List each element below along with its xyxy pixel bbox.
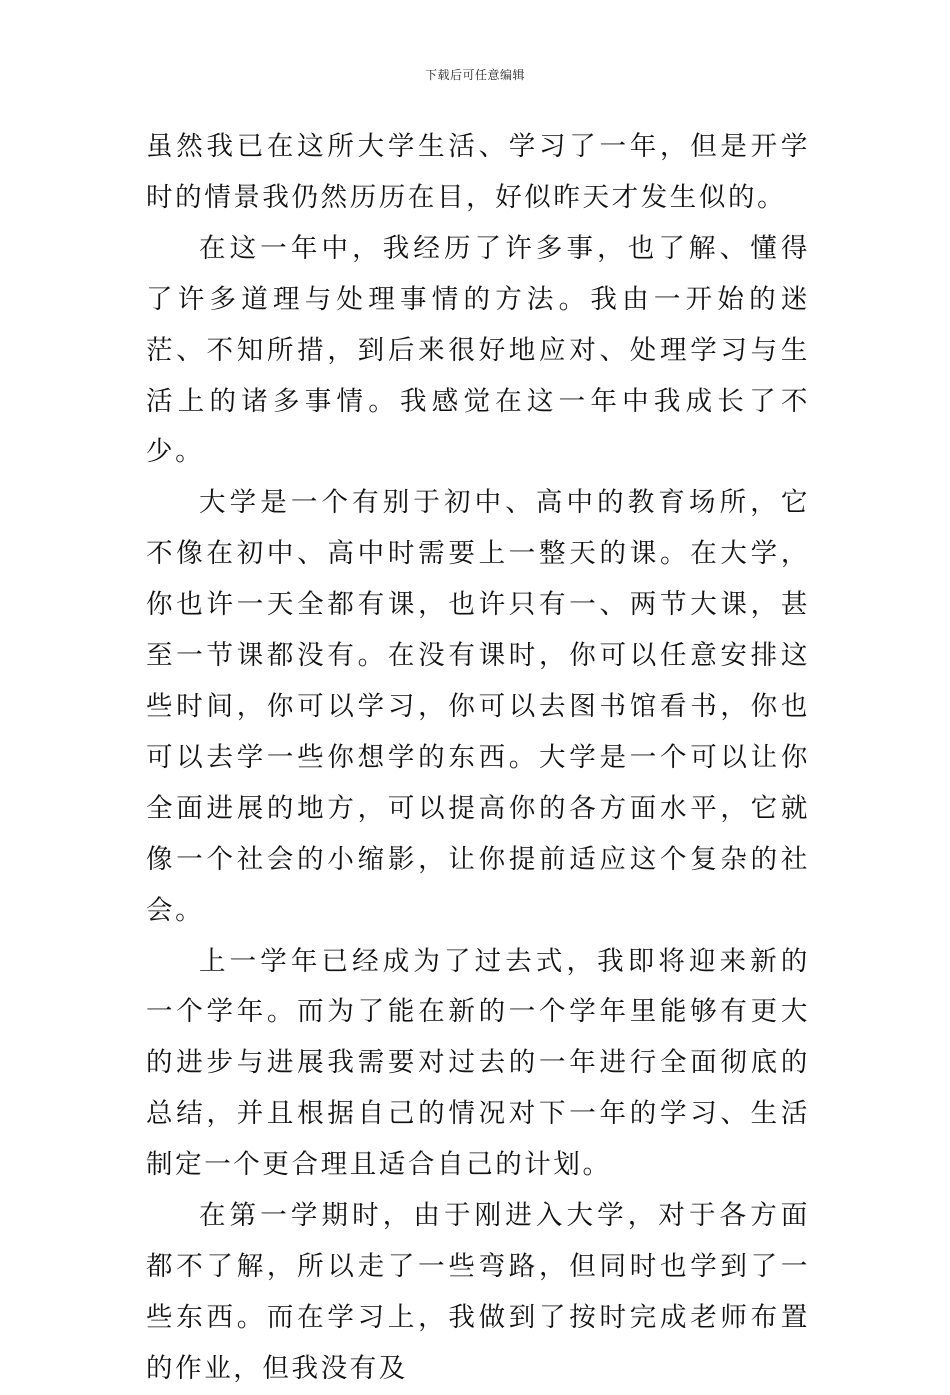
paragraph-5: 在第一学期时，由于刚进入大学，对于各方面都不了解，所以走了一些弯路，但同时也学到了一些东西。而在学习上，我做到了按时完成老师布置的作业，但我没有及 bbox=[146, 1200, 810, 1384]
paragraph-1: 虽然我已在这所大学生活、学习了一年，但是开学时的情景我仍然历历在目，好似昨天才发生似的。 bbox=[146, 131, 810, 213]
header-note: 下载后可任意编辑 bbox=[424, 68, 525, 82]
paragraph-2: 在这一年中，我经历了许多事，也了解、懂得了许多道理与处理事情的方法。我由一开始的迷茫、不知所措，到后来很好地应对、处理学习与生活上的诸多事情。我感觉在这一年中我成长了不少。 bbox=[146, 232, 810, 468]
document-body bbox=[146, 122, 810, 1395]
paragraph-4: 上一学年已经成为了过去式，我即将迎来新的一个学年。而为了能在新的一个学年里能够有更大的进步与进展我需要对过去的一年进行全面彻底的总结，并且根据自己的情况对下一年的学习、生活制定一个更合理且适合自己的计划。 bbox=[146, 945, 810, 1181]
paragraph-3: 大学是一个有别于初中、高中的教育场所，它不像在初中、高中时需要上一整天的课。在大学，你也许一天全都有课，也许只有一、两节大课，甚至一节课都没有。在没有课时，你可以任意安排这些时间，你可以学习，你可以去图书馆看书，你也可以去学一些你想学的东西。大学是一个可以让你全面进展的地方，可以提高你的各方面水平，它就像一个社会的小缩影，让你提前适应这个复杂的社会。 bbox=[146, 487, 810, 926]
